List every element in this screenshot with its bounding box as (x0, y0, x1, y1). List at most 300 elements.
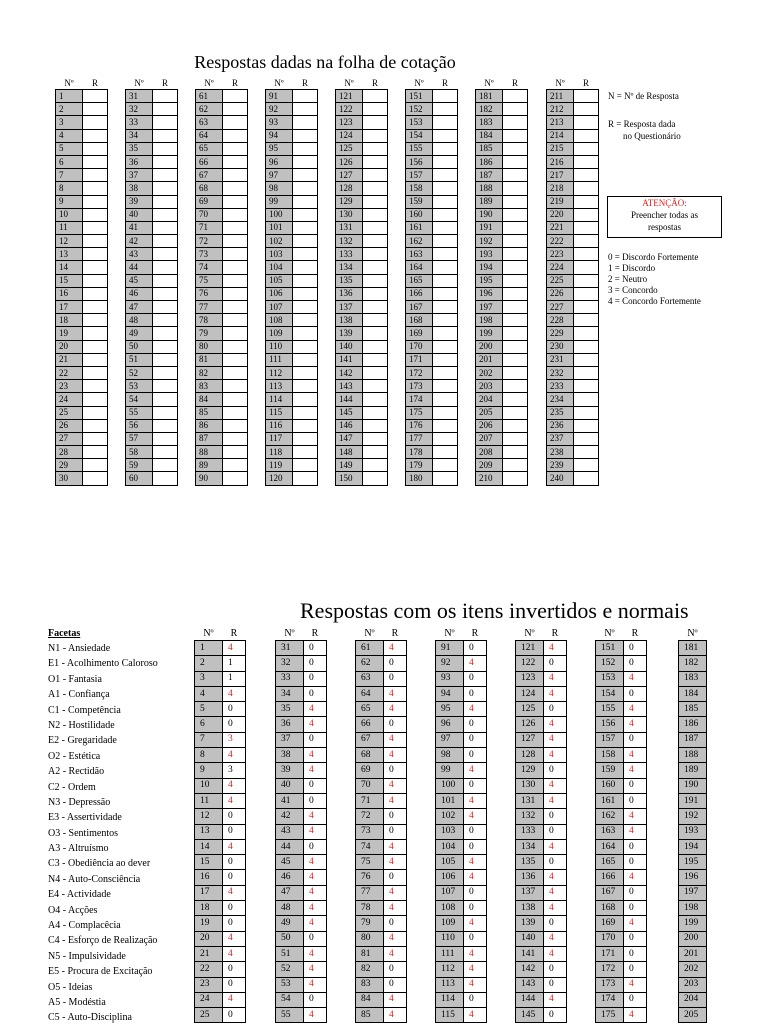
answer-cell[interactable] (574, 380, 599, 393)
answer-cell[interactable] (363, 274, 388, 287)
answer-cell[interactable] (363, 472, 388, 485)
answer-cell[interactable] (433, 366, 458, 379)
answer-cell[interactable] (433, 195, 458, 208)
answer-cell[interactable] (83, 366, 108, 379)
answer-value: 4 (464, 1008, 487, 1023)
answer-cell[interactable] (153, 472, 178, 485)
answer-cell[interactable] (153, 340, 178, 353)
answer-cell[interactable] (153, 314, 178, 327)
item-number: 83 (356, 977, 384, 992)
table-row (276, 839, 327, 854)
answer-cell[interactable] (223, 182, 248, 195)
item-number: 91 (266, 90, 293, 103)
answer-cell[interactable] (223, 248, 248, 261)
answer-cell[interactable] (153, 353, 178, 366)
answer-cell[interactable] (223, 446, 248, 459)
answer-cell[interactable] (153, 221, 178, 234)
answer-cell[interactable] (83, 182, 108, 195)
answer-cell[interactable] (293, 169, 318, 182)
answer-cell[interactable] (433, 142, 458, 155)
answer-cell[interactable] (433, 393, 458, 406)
answer-cell[interactable] (503, 208, 528, 221)
answer-cell[interactable] (574, 327, 599, 340)
item-number: 172 (596, 962, 624, 977)
item-number: 41 (126, 221, 153, 234)
answer-value: 4 (544, 931, 567, 946)
answer-cell[interactable] (293, 446, 318, 459)
answer-cell[interactable] (574, 235, 599, 248)
item-number: 140 (516, 931, 544, 946)
item-number: 4 (195, 686, 223, 701)
answer-cell[interactable] (223, 432, 248, 445)
answer-cell[interactable] (223, 169, 248, 182)
answer-cell[interactable] (574, 195, 599, 208)
answer-cell[interactable] (223, 406, 248, 419)
answer-cell[interactable] (293, 472, 318, 485)
answer-cell[interactable] (363, 182, 388, 195)
answer-cell[interactable] (223, 90, 248, 103)
answer-cell[interactable] (363, 103, 388, 116)
answer-cell[interactable] (153, 195, 178, 208)
answer-value: 0 (544, 702, 567, 717)
answer-cell[interactable] (293, 274, 318, 287)
answer-cell[interactable] (223, 142, 248, 155)
table-row (476, 393, 528, 406)
answer-cell[interactable] (503, 393, 528, 406)
answer-cell[interactable] (574, 406, 599, 419)
answer-cell[interactable] (433, 116, 458, 129)
answer-cell[interactable] (363, 208, 388, 221)
answer-cell[interactable] (153, 406, 178, 419)
answer-cell[interactable] (574, 274, 599, 287)
answer-cell[interactable] (293, 353, 318, 366)
answer-cell[interactable] (293, 195, 318, 208)
answer-cell[interactable] (83, 235, 108, 248)
answer-cell[interactable] (153, 248, 178, 261)
answer-cell[interactable] (83, 380, 108, 393)
answer-cell[interactable] (83, 353, 108, 366)
answer-cell[interactable] (433, 459, 458, 472)
answer-cell[interactable] (363, 353, 388, 366)
answer-cell[interactable] (574, 459, 599, 472)
answer-cell[interactable] (83, 261, 108, 274)
answer-cell[interactable] (433, 472, 458, 485)
table-row (679, 839, 707, 854)
answer-cell[interactable] (83, 287, 108, 300)
answer-cell[interactable] (293, 380, 318, 393)
answer-cell[interactable] (293, 142, 318, 155)
answer-cell[interactable] (293, 221, 318, 234)
answer-cell[interactable] (153, 366, 178, 379)
table-row (195, 748, 246, 763)
answer-cell[interactable] (363, 419, 388, 432)
answer-cell[interactable] (153, 459, 178, 472)
answer-cell[interactable] (363, 129, 388, 142)
answer-cell[interactable] (503, 155, 528, 168)
answer-cell[interactable] (574, 116, 599, 129)
answer-cell[interactable] (223, 208, 248, 221)
answer-cell[interactable] (153, 274, 178, 287)
answer-cell[interactable] (83, 208, 108, 221)
answer-cell[interactable] (153, 432, 178, 445)
answer-cell[interactable] (363, 459, 388, 472)
table-row (516, 855, 567, 870)
answer-cell[interactable] (363, 248, 388, 261)
table-row (547, 129, 599, 142)
answer-cell[interactable] (223, 235, 248, 248)
table-row (596, 946, 647, 961)
answer-cell[interactable] (433, 419, 458, 432)
answer-cell[interactable] (153, 419, 178, 432)
answer-cell[interactable] (83, 459, 108, 472)
answer-cell[interactable] (83, 195, 108, 208)
answer-cell[interactable] (503, 314, 528, 327)
answer-cell[interactable] (363, 366, 388, 379)
answer-cell[interactable] (223, 261, 248, 274)
answer-cell[interactable] (293, 261, 318, 274)
answer-cell[interactable] (153, 116, 178, 129)
answer-cell[interactable] (293, 155, 318, 168)
table-row (336, 380, 388, 393)
answer-cell[interactable] (503, 287, 528, 300)
answer-cell[interactable] (223, 195, 248, 208)
answer-cell[interactable] (293, 314, 318, 327)
answer-cell[interactable] (153, 287, 178, 300)
answer-cell[interactable] (363, 195, 388, 208)
answer-cell[interactable] (83, 169, 108, 182)
answer-cell[interactable] (293, 419, 318, 432)
answer-cell[interactable] (503, 472, 528, 485)
answer-cell[interactable] (503, 366, 528, 379)
item-number: 118 (266, 446, 293, 459)
table-row (56, 182, 108, 195)
answer-cell[interactable] (153, 155, 178, 168)
table-row (679, 824, 707, 839)
answer-cell[interactable] (574, 340, 599, 353)
answer-cell[interactable] (223, 314, 248, 327)
answer-cell[interactable] (574, 155, 599, 168)
answer-cell[interactable] (363, 221, 388, 234)
answer-cell[interactable] (363, 169, 388, 182)
answer-cell[interactable] (574, 419, 599, 432)
answer-cell[interactable] (503, 353, 528, 366)
answer-cell[interactable] (293, 393, 318, 406)
answer-cell[interactable] (223, 287, 248, 300)
answer-cell[interactable] (574, 129, 599, 142)
answer-cell[interactable] (363, 393, 388, 406)
answer-cell[interactable] (223, 472, 248, 485)
answer-cell[interactable] (574, 301, 599, 314)
answer-cell[interactable] (433, 340, 458, 353)
answer-cell[interactable] (574, 142, 599, 155)
answer-cell[interactable] (363, 301, 388, 314)
answer-value: 0 (384, 916, 407, 931)
answer-cell[interactable] (363, 314, 388, 327)
answer-cell[interactable] (503, 142, 528, 155)
answer-cell[interactable] (433, 261, 458, 274)
answer-cell[interactable] (433, 169, 458, 182)
answer-cell[interactable] (433, 353, 458, 366)
answer-cell[interactable] (153, 90, 178, 103)
answer-cell[interactable] (83, 432, 108, 445)
answer-value: 0 (223, 855, 246, 870)
answer-cell[interactable] (293, 248, 318, 261)
answer-cell[interactable] (503, 169, 528, 182)
answer-cell[interactable] (363, 432, 388, 445)
table-row (547, 406, 599, 419)
answer-cell[interactable] (153, 235, 178, 248)
answer-cell[interactable] (153, 182, 178, 195)
answer-cell[interactable] (293, 432, 318, 445)
answer-cell[interactable] (503, 221, 528, 234)
answer-cell[interactable] (574, 208, 599, 221)
answer-cell[interactable] (574, 182, 599, 195)
answer-cell[interactable] (363, 287, 388, 300)
table-row (547, 208, 599, 221)
answer-cell[interactable] (363, 327, 388, 340)
answer-cell[interactable] (223, 116, 248, 129)
answer-cell[interactable] (433, 129, 458, 142)
item-number: 136 (336, 287, 363, 300)
answer-cell[interactable] (293, 366, 318, 379)
answer-cell[interactable] (223, 301, 248, 314)
answer-cell[interactable] (153, 261, 178, 274)
answer-cell[interactable] (574, 366, 599, 379)
table-row (547, 142, 599, 155)
answer-cell[interactable] (433, 446, 458, 459)
table-row (126, 221, 178, 234)
answer-cell[interactable] (503, 274, 528, 287)
answer-cell[interactable] (293, 129, 318, 142)
table-row (516, 824, 567, 839)
answer-cell[interactable] (83, 393, 108, 406)
table-row (476, 248, 528, 261)
answer-cell[interactable] (83, 406, 108, 419)
item-number: 203 (476, 380, 503, 393)
answer-cell[interactable] (433, 208, 458, 221)
answer-cell[interactable] (503, 195, 528, 208)
answer-cell[interactable] (574, 287, 599, 300)
table-row (476, 406, 528, 419)
answer-cell[interactable] (503, 406, 528, 419)
answer-cell[interactable] (363, 235, 388, 248)
facet-label: A5 - Modéstia (48, 996, 106, 1008)
answer-cell[interactable] (503, 432, 528, 445)
answer-cell[interactable] (503, 182, 528, 195)
item-number: 93 (436, 671, 464, 686)
answer-cell[interactable] (83, 327, 108, 340)
item-number: 154 (596, 686, 624, 701)
answer-cell[interactable] (223, 327, 248, 340)
answer-cell[interactable] (223, 366, 248, 379)
answer-cell[interactable] (223, 353, 248, 366)
item-number: 123 (336, 116, 363, 129)
item-number: 174 (406, 393, 433, 406)
answer-cell[interactable] (293, 103, 318, 116)
answer-cell[interactable] (293, 327, 318, 340)
answer-value: 0 (464, 641, 487, 656)
answer-cell[interactable] (433, 432, 458, 445)
answer-cell[interactable] (293, 208, 318, 221)
answer-cell[interactable] (433, 314, 458, 327)
answer-cell[interactable] (574, 432, 599, 445)
answer-cell[interactable] (293, 90, 318, 103)
answer-cell[interactable] (503, 327, 528, 340)
item-number: 33 (126, 116, 153, 129)
col-header-n: Nº (274, 78, 284, 88)
item-number: 165 (596, 855, 624, 870)
answer-cell[interactable] (83, 314, 108, 327)
answer-cell[interactable] (503, 129, 528, 142)
table-row (336, 366, 388, 379)
answer-cell[interactable] (363, 261, 388, 274)
answer-cell[interactable] (363, 406, 388, 419)
answer-value: 4 (544, 839, 567, 854)
answer-cell[interactable] (574, 353, 599, 366)
answer-value: 0 (464, 931, 487, 946)
answer-cell[interactable] (153, 301, 178, 314)
answer-cell[interactable] (433, 287, 458, 300)
answer-cell[interactable] (503, 116, 528, 129)
answer-cell[interactable] (83, 248, 108, 261)
answer-cell[interactable] (153, 393, 178, 406)
answer-cell[interactable] (223, 340, 248, 353)
answer-cell[interactable] (83, 221, 108, 234)
answer-cell[interactable] (574, 446, 599, 459)
answer-cell[interactable] (363, 116, 388, 129)
answer-cell[interactable] (83, 90, 108, 103)
answer-cell[interactable] (83, 103, 108, 116)
answer-cell[interactable] (433, 235, 458, 248)
answer-cell[interactable] (363, 446, 388, 459)
answer-cell[interactable] (83, 419, 108, 432)
answer-cell[interactable] (223, 380, 248, 393)
answer-cell[interactable] (153, 103, 178, 116)
item-number: 2 (195, 656, 223, 671)
answer-cell[interactable] (433, 301, 458, 314)
answer-cell[interactable] (574, 169, 599, 182)
facet-label: O3 - Sentimentos (48, 827, 118, 839)
answer-cell[interactable] (293, 287, 318, 300)
answer-cell[interactable] (503, 248, 528, 261)
answer-cell[interactable] (223, 221, 248, 234)
table-row (336, 287, 388, 300)
item-number: 147 (336, 432, 363, 445)
table-row (547, 169, 599, 182)
answer-cell[interactable] (293, 406, 318, 419)
answer-cell[interactable] (83, 129, 108, 142)
answer-cell[interactable] (83, 472, 108, 485)
answer-cell[interactable] (83, 274, 108, 287)
answer-cell[interactable] (223, 393, 248, 406)
item-number: 119 (266, 459, 293, 472)
table-row (547, 248, 599, 261)
item-number: 53 (276, 977, 304, 992)
answer-cell[interactable] (574, 472, 599, 485)
answer-cell[interactable] (503, 340, 528, 353)
answer-cell[interactable] (293, 459, 318, 472)
answer-cell[interactable] (83, 155, 108, 168)
answer-cell[interactable] (574, 221, 599, 234)
answer-cell[interactable] (153, 169, 178, 182)
item-number: 39 (276, 763, 304, 778)
item-number: 228 (547, 314, 574, 327)
answer-cell[interactable] (83, 142, 108, 155)
answer-cell[interactable] (153, 208, 178, 221)
answer-cell[interactable] (433, 155, 458, 168)
answer-cell[interactable] (83, 446, 108, 459)
table-row (266, 129, 318, 142)
col-header-n: Nº (134, 78, 144, 88)
answer-cell[interactable] (503, 459, 528, 472)
answer-cell[interactable] (363, 340, 388, 353)
answer-cell[interactable] (574, 261, 599, 274)
answer-cell[interactable] (83, 116, 108, 129)
facet-label: C3 - Obediência ao dever (48, 858, 151, 870)
answer-cell[interactable] (574, 103, 599, 116)
answer-cell[interactable] (223, 155, 248, 168)
answer-cell[interactable] (293, 235, 318, 248)
answer-cell[interactable] (223, 459, 248, 472)
answer-cell[interactable] (503, 380, 528, 393)
answer-cell[interactable] (153, 129, 178, 142)
answer-cell[interactable] (293, 340, 318, 353)
answer-cell[interactable] (153, 327, 178, 340)
response-block (546, 77, 599, 486)
answer-cell[interactable] (503, 446, 528, 459)
answer-cell[interactable] (153, 142, 178, 155)
answer-cell[interactable] (223, 274, 248, 287)
answer-cell[interactable] (223, 103, 248, 116)
answer-cell[interactable] (223, 419, 248, 432)
answer-cell[interactable] (574, 248, 599, 261)
answer-cell[interactable] (574, 393, 599, 406)
answer-cell[interactable] (503, 103, 528, 116)
answer-cell[interactable] (153, 380, 178, 393)
item-number: 159 (596, 763, 624, 778)
answer-cell[interactable] (503, 261, 528, 274)
answer-cell[interactable] (574, 314, 599, 327)
answer-cell[interactable] (363, 90, 388, 103)
answer-cell[interactable] (433, 103, 458, 116)
answer-cell[interactable] (433, 380, 458, 393)
answer-cell[interactable] (153, 446, 178, 459)
table-row (266, 327, 318, 340)
answer-cell[interactable] (433, 221, 458, 234)
answer-cell[interactable] (223, 129, 248, 142)
answer-cell[interactable] (293, 116, 318, 129)
answer-value: 4 (464, 809, 487, 824)
answer-cell[interactable] (433, 327, 458, 340)
answer-cell[interactable] (503, 301, 528, 314)
answer-cell[interactable] (503, 235, 528, 248)
answer-cell[interactable] (433, 406, 458, 419)
answer-cell[interactable] (433, 248, 458, 261)
answer-cell[interactable] (503, 90, 528, 103)
answer-cell[interactable] (83, 340, 108, 353)
answer-cell[interactable] (433, 90, 458, 103)
answer-cell[interactable] (363, 155, 388, 168)
answer-cell[interactable] (293, 182, 318, 195)
answer-cell[interactable] (433, 274, 458, 287)
answer-cell[interactable] (83, 301, 108, 314)
answer-cell[interactable] (363, 142, 388, 155)
answer-cell[interactable] (433, 182, 458, 195)
answer-cell[interactable] (503, 419, 528, 432)
answer-cell[interactable] (363, 380, 388, 393)
answer-cell[interactable] (293, 301, 318, 314)
answer-cell[interactable] (574, 90, 599, 103)
